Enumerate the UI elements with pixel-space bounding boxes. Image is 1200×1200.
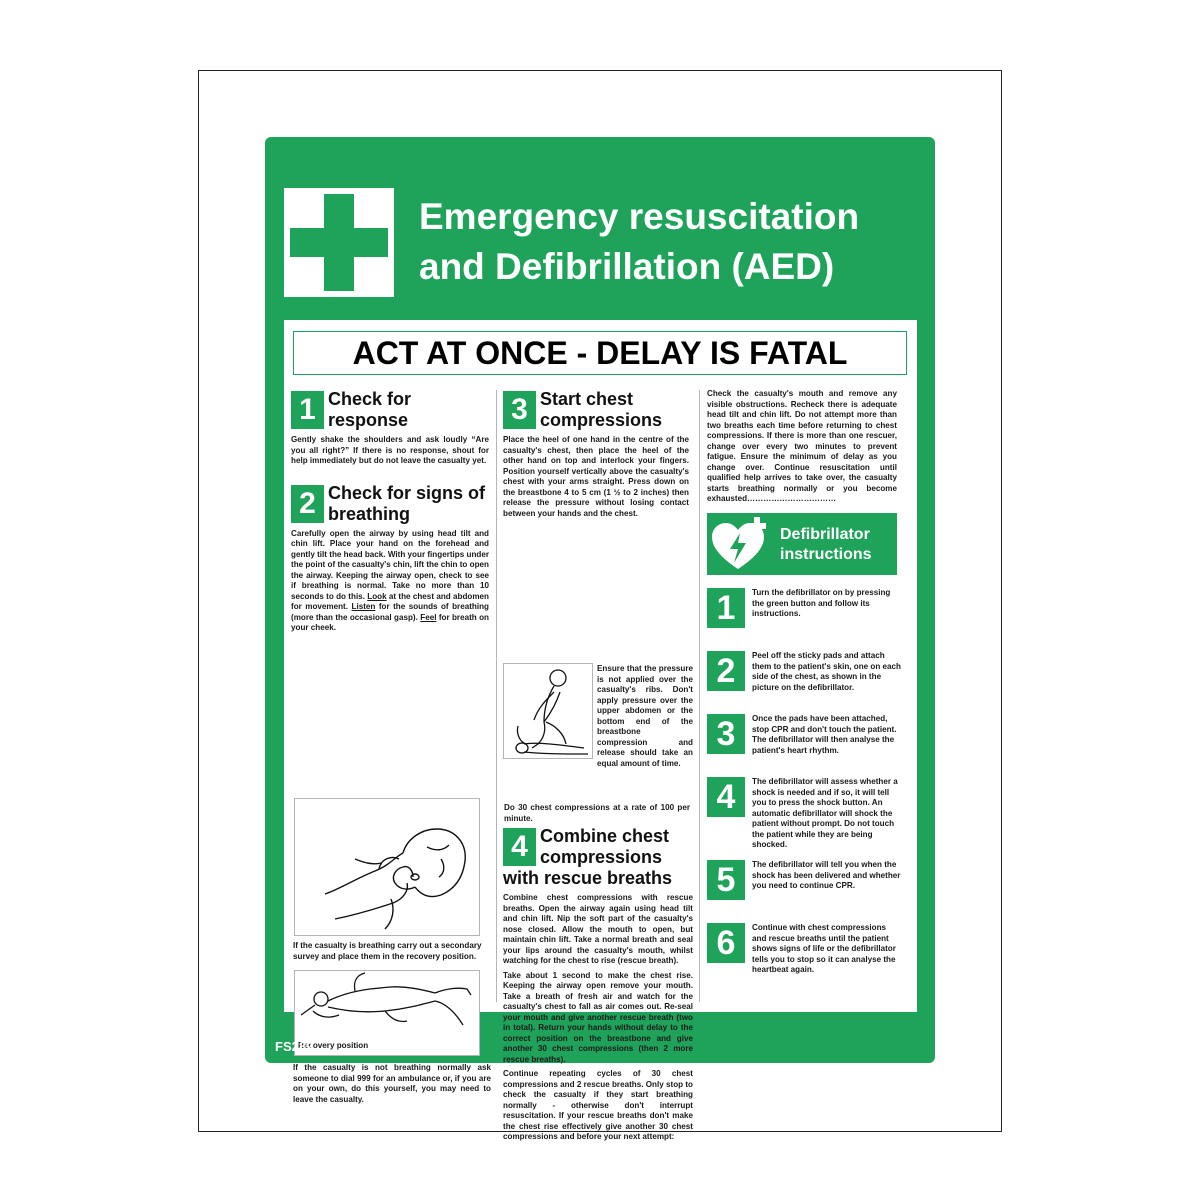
- defibrillator-instructions-title: Defibrillator instructions: [780, 526, 872, 563]
- compression-rate-text: Do 30 chest compressions at a rate of 100 per minute.: [504, 803, 690, 823]
- section-1-title: Check for response: [328, 389, 412, 430]
- step-number-3: 3: [503, 391, 536, 429]
- step-number-2: 2: [291, 485, 324, 523]
- not-breathing-text: If the casualty is not breathing normally ask someone to dial 999 for an ambulance or, if you are on your own, do this yourself, you may need to leave the casualty.: [293, 1063, 491, 1104]
- defibrillator-instructions-banner: [707, 513, 897, 575]
- defib-step-1-text: Turn the defibrillator on by pressing the green button and follow its instructions.: [752, 588, 891, 618]
- step-number-4: 4: [503, 828, 536, 866]
- recovery-position-caption: Recovery position: [298, 1041, 369, 1050]
- continue-resuscitation-text: Check the casualty's mouth and remove any visible obstructions. Recheck there is adequate head tilt and chin lift. Do not attempt more than two breaths each time before returning to chest compressions. If there is more than one rescuer, change over every two minutes to prevent fatigue. Ensure the minimum of delay as you change over. Continue resuscitation until qualified help arrives to take over, the casualty starts breathing normally or you become exhausted……………………………: [707, 389, 897, 503]
- defib-step-5-text: The defibrillator will tell you when the shock has been delivered and whether you need to continue CPR.: [752, 860, 901, 890]
- section-4-text-3: Continue repeating cycles of 30 chest compressions and 2 rescue breaths. Only stop to check the casualty if they start breathing normally - otherwise don't interrupt resuscitation. If your rescue breaths don't make the chest rise effectively give another 30 chest compressions and before your next attempt:: [503, 1069, 693, 1141]
- section-2-text: Carefully open the airway by using head tilt and chin lift. Place your hand on the forehead and gently tilt the head back. With your fingertips under the point of the casualty's chin, lift the chin to open the airway. Keeping the airway open, check to see if breathing is normal. Take no more than 10 seconds to do this. Look at the chest and abdomen for movement. Listen for the sounds of breathing (more than the occasional gasp). Feel for breath on your cheek.: [291, 528, 489, 632]
- rescue-breath-illustration: [294, 798, 480, 936]
- section-4: [503, 826, 693, 1143]
- section-4-text-1: Combine chest compressions with rescue breaths. Open the airway again using head tilt and chin lift. Nip the soft part of the casualty's nose closed. Allow the mouth to open, but maintain chin lift. Take a normal breath and seal your lips around the casualty's mouth, whilst watching for the chest to rise (rescue breath).: [503, 893, 693, 965]
- section-2-heading: [291, 483, 489, 525]
- defib-step-5-number: 5: [707, 860, 745, 900]
- act-at-once-banner: ACT AT ONCE - DELAY IS FATAL: [293, 331, 907, 375]
- section-3-title: Start chest compressions: [540, 389, 663, 430]
- title-line-1: Emergency resuscitation: [419, 196, 860, 237]
- section-3-text: Place the heel of one hand in the centre of the casualty's chest, then place the heel of the other hand on top and interlock your fingers. Position yourself vertically above the casualty's chest with your arms straight. Press down on the breastbone 4 to 5 cm (1 ½ to 2 inches) then release the pressure without losing contact between your hands and the chest.: [503, 435, 689, 518]
- step-number-1: 1: [291, 391, 324, 429]
- chest-compression-illustration: [503, 663, 593, 759]
- defib-step-4-number: 4: [707, 777, 745, 817]
- column-divider-1: [496, 390, 497, 1002]
- section-4-heading: [503, 826, 693, 868]
- safety-sign: [265, 137, 935, 1141]
- section-4-title-a: Combine chest compressions: [540, 826, 670, 867]
- defib-step-3-number: 3: [707, 714, 745, 754]
- recovery-position-instruction: If the casualty is breathing carry out a secondary survey and place them in the recovery position.: [293, 941, 482, 961]
- aed-heart-icon: [710, 517, 766, 573]
- column-2: [503, 389, 689, 519]
- section-3-heading: [503, 389, 689, 431]
- defib-step-6-text: Continue with chest compressions and rescue breaths until the patient shows signs of life or the defibrillator tells you to stop so it can analyse the heartbeat again.: [752, 923, 896, 974]
- section-1-text: Gently shake the shoulders and ask loudly “Are you all right?” If there is no response, shout for help immediately but do not leave the casualty yet.: [291, 435, 489, 465]
- column-3: [707, 389, 897, 505]
- defib-step-3-text: Once the pads have been attached, stop CPR and don't touch the patient. The defibrillator will then analyse the patient's heart rhythm.: [752, 714, 897, 755]
- title-line-2: and Defibrillation (AED): [419, 246, 835, 287]
- sign-title: [419, 192, 929, 292]
- column-divider-2: [699, 390, 700, 1002]
- defib-step-1-number: 1: [707, 588, 745, 628]
- first-aid-cross-icon: [284, 188, 394, 297]
- column-1: [291, 389, 489, 634]
- defib-step-2-number: 2: [707, 651, 745, 691]
- section-4-title-b: with rescue breaths: [503, 868, 673, 888]
- section-2-title: Check for signs of breathing: [328, 482, 486, 524]
- defib-step-4-text: The defibrillator will assess whether a shock is needed and if so, it will tell you to press the shock button. An automatic defibrillator will shock the patient without prompt. Do not touch the patient while they are being shocked.: [752, 777, 898, 849]
- section-4-text-2: Take about 1 second to make the chest rise. Keeping the airway open remove your mouth. Take a breath of fresh air and watch for the casualty's chest to fall as air comes out. Re-seal your mouth and give another rescue breath (two in total). Return your hands without delay to the correct position on the breastbone and give another 30 chest compressions (then 2 more rescue breaths).: [503, 970, 693, 1064]
- pressure-warning-text: Ensure that the pressure is not applied over the casualty's ribs. Don't apply pressure over the upper abdomen or the bottom end of the breastbone compression and release should take an equal amount of time.: [597, 664, 693, 768]
- defib-step-6-number: 6: [707, 923, 745, 963]
- defib-step-2-text: Peel off the sticky pads and attach them to the patient's skin, one on each side of the chest, as shown in the picture on the defibrillator.: [752, 651, 901, 692]
- sign-code: FS289: [275, 1039, 314, 1054]
- section-1-heading: [291, 389, 489, 431]
